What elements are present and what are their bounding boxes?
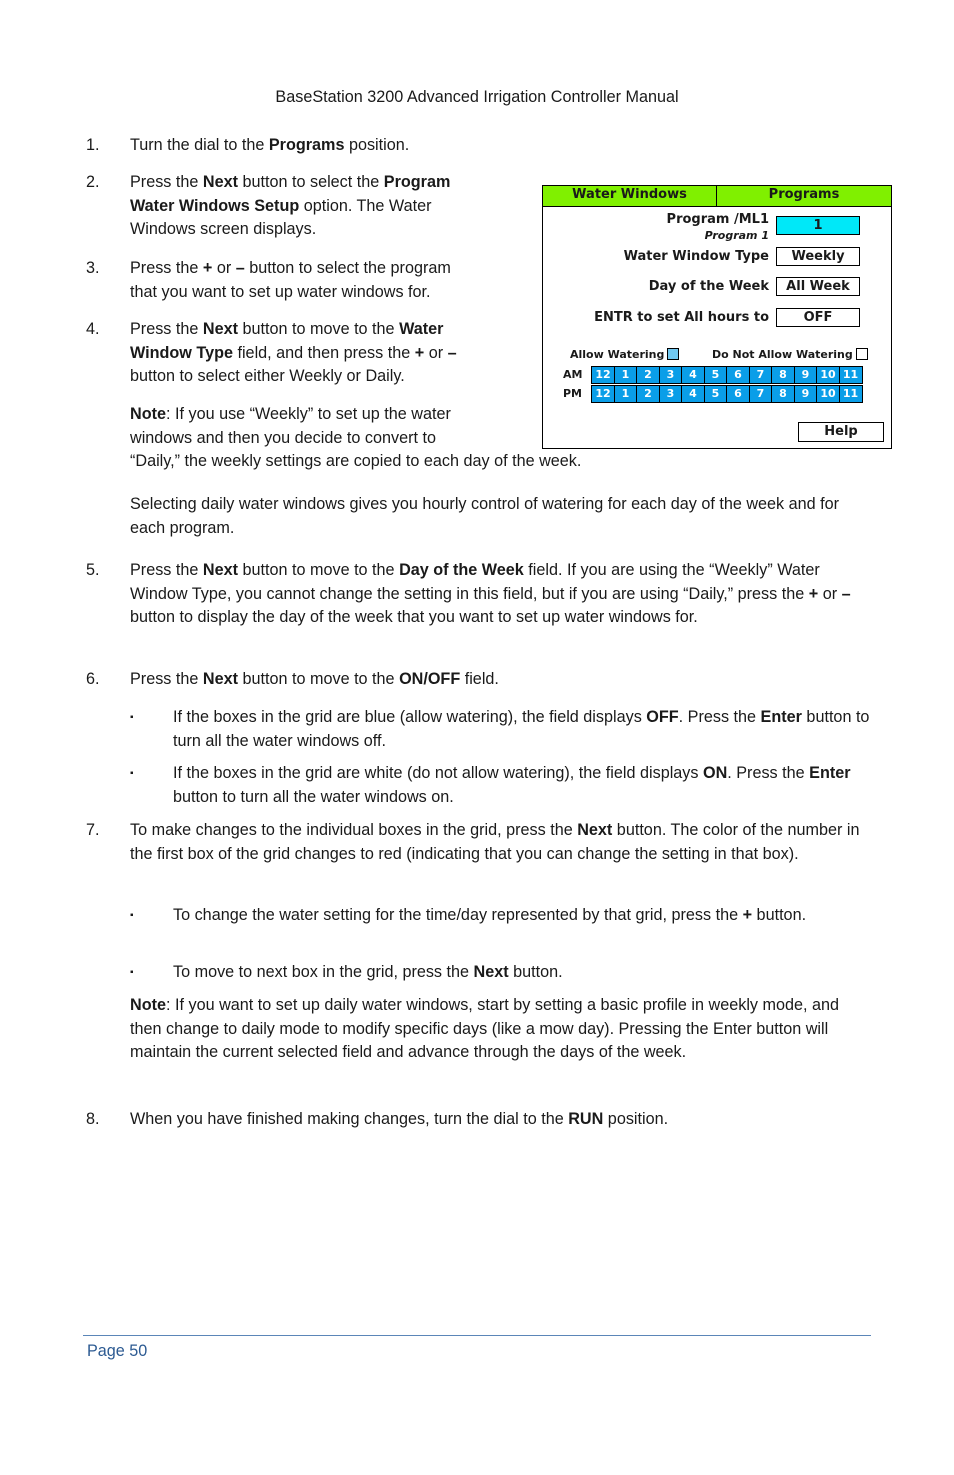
step-5: 5. Press the Next button to move to the Day of the Week field. If you are using the “Weekly” Water Window Type, you cannot change the setting in this field, but if you are using “Daily,” press the + or – button to display the day of the week that you want to set up water windows for.: [86, 561, 851, 627]
pm-hour-cell[interactable]: 4: [681, 385, 705, 403]
bullet-change-setting: ▪ To change the water setting for the time/day represented by that grid, press the + button.: [130, 906, 807, 924]
am-hour-grid: [591, 366, 861, 384]
pm-hour-cell[interactable]: 2: [636, 385, 660, 403]
step-8: 8. When you have finished making changes, turn the dial to the RUN position.: [86, 1110, 669, 1128]
am-hour-cell[interactable]: 10: [816, 366, 840, 384]
program-label: Program /ML1: [666, 212, 769, 227]
bullet-white-boxes: ▪ If the boxes in the grid are white (do not allow watering), the field displays ON. Press the Enter button to turn all the water windows on.: [130, 764, 851, 806]
footer-rule: [83, 1335, 871, 1336]
am-hour-cell[interactable]: 11: [839, 366, 863, 384]
deny-watering-swatch: [856, 348, 868, 360]
day-of-week-field[interactable]: All Week: [776, 277, 860, 296]
pm-hour-grid: [591, 385, 861, 403]
pm-hour-cell[interactable]: 1: [614, 385, 638, 403]
note-daily: Note: If you want to set up daily water windows, start by setting a basic profile in weekly mode, and then change to daily mode to modify specific days (like a mow day). Pressing the Enter button will maintain the current selected field and advance through the days of the week.: [130, 996, 839, 1062]
tab-programs[interactable]: Programs: [717, 186, 891, 206]
note-weekly: Note: If you use “Weekly” to set up the water windows and then you decide to convert to “Daily,” the weekly settings are copied to each day of the week.: [130, 405, 582, 471]
water-window-type-label: Water Window Type: [623, 249, 769, 264]
program-field[interactable]: 1: [776, 216, 860, 235]
am-label: AM: [563, 368, 583, 381]
tab-water-windows[interactable]: Water Windows: [543, 186, 717, 206]
screen-tabs: [543, 186, 891, 207]
am-hour-cell[interactable]: 9: [794, 366, 818, 384]
am-hour-cell[interactable]: 12: [591, 366, 615, 384]
step-3: 3. Press the + or – button to select the program that you want to set up water windows for.: [86, 259, 451, 301]
water-window-type-field[interactable]: Weekly: [776, 247, 860, 266]
daily-paragraph: Selecting daily water windows gives you hourly control of watering for each day of the week and for each program.: [130, 495, 840, 537]
am-hour-cell[interactable]: 5: [704, 366, 728, 384]
am-hour-cell[interactable]: 2: [636, 366, 660, 384]
pm-hour-cell[interactable]: 10: [816, 385, 840, 403]
step-2: 2. Press the Next button to select the Program Water Windows Setup option. The Water Windows screen displays.: [86, 173, 451, 239]
water-windows-screen: [542, 185, 892, 449]
am-hour-cell[interactable]: 1: [614, 366, 638, 384]
am-hour-cell[interactable]: 8: [771, 366, 795, 384]
bullet-blue-boxes: ▪ If the boxes in the grid are blue (allow watering), the field displays OFF. Press the Enter button to turn all the water windows off.: [130, 708, 870, 750]
am-hour-cell[interactable]: 3: [659, 366, 683, 384]
am-hour-cell[interactable]: 6: [726, 366, 750, 384]
pm-hour-cell[interactable]: 11: [839, 385, 863, 403]
pm-hour-cell[interactable]: 9: [794, 385, 818, 403]
on-off-field[interactable]: OFF: [776, 308, 860, 327]
help-button[interactable]: Help: [798, 422, 884, 442]
pm-hour-cell[interactable]: 3: [659, 385, 683, 403]
page-number: Page 50: [87, 1342, 148, 1360]
step-4: 4. Press the Next button to move to the Water Window Type field, and then press the + or – button to select either Weekly or Daily.: [86, 320, 457, 386]
allow-watering-swatch: [667, 348, 679, 360]
pm-hour-cell[interactable]: 8: [771, 385, 795, 403]
allow-watering-legend: Allow Watering: [570, 347, 679, 362]
day-of-week-label: Day of the Week: [648, 279, 769, 294]
step-7: 7. To make changes to the individual boxes in the grid, press the Next button. The color of the number in the first box of the grid changes to red (indicating that you can change the setting in that box).: [86, 821, 860, 863]
deny-watering-legend: Do Not Allow Watering: [712, 347, 868, 362]
am-hour-cell[interactable]: 7: [749, 366, 773, 384]
step-6: 6. Press the Next button to move to the ON/OFF field.: [86, 670, 499, 688]
entr-set-label: ENTR to set All hours to: [594, 310, 769, 325]
program-sublabel: Program 1: [704, 229, 769, 242]
step-1: 1. Turn the dial to the Programs position.: [86, 136, 410, 154]
am-hour-cell[interactable]: 4: [681, 366, 705, 384]
pm-label: PM: [563, 387, 583, 400]
pm-hour-cell[interactable]: 5: [704, 385, 728, 403]
pm-hour-cell[interactable]: 7: [749, 385, 773, 403]
bullet-next-box: ▪ To move to next box in the grid, press the Next button.: [130, 963, 563, 981]
page-header: BaseStation 3200 Advanced Irrigation Controller Manual: [275, 88, 679, 106]
pm-hour-cell[interactable]: 6: [726, 385, 750, 403]
pm-hour-cell[interactable]: 12: [591, 385, 615, 403]
